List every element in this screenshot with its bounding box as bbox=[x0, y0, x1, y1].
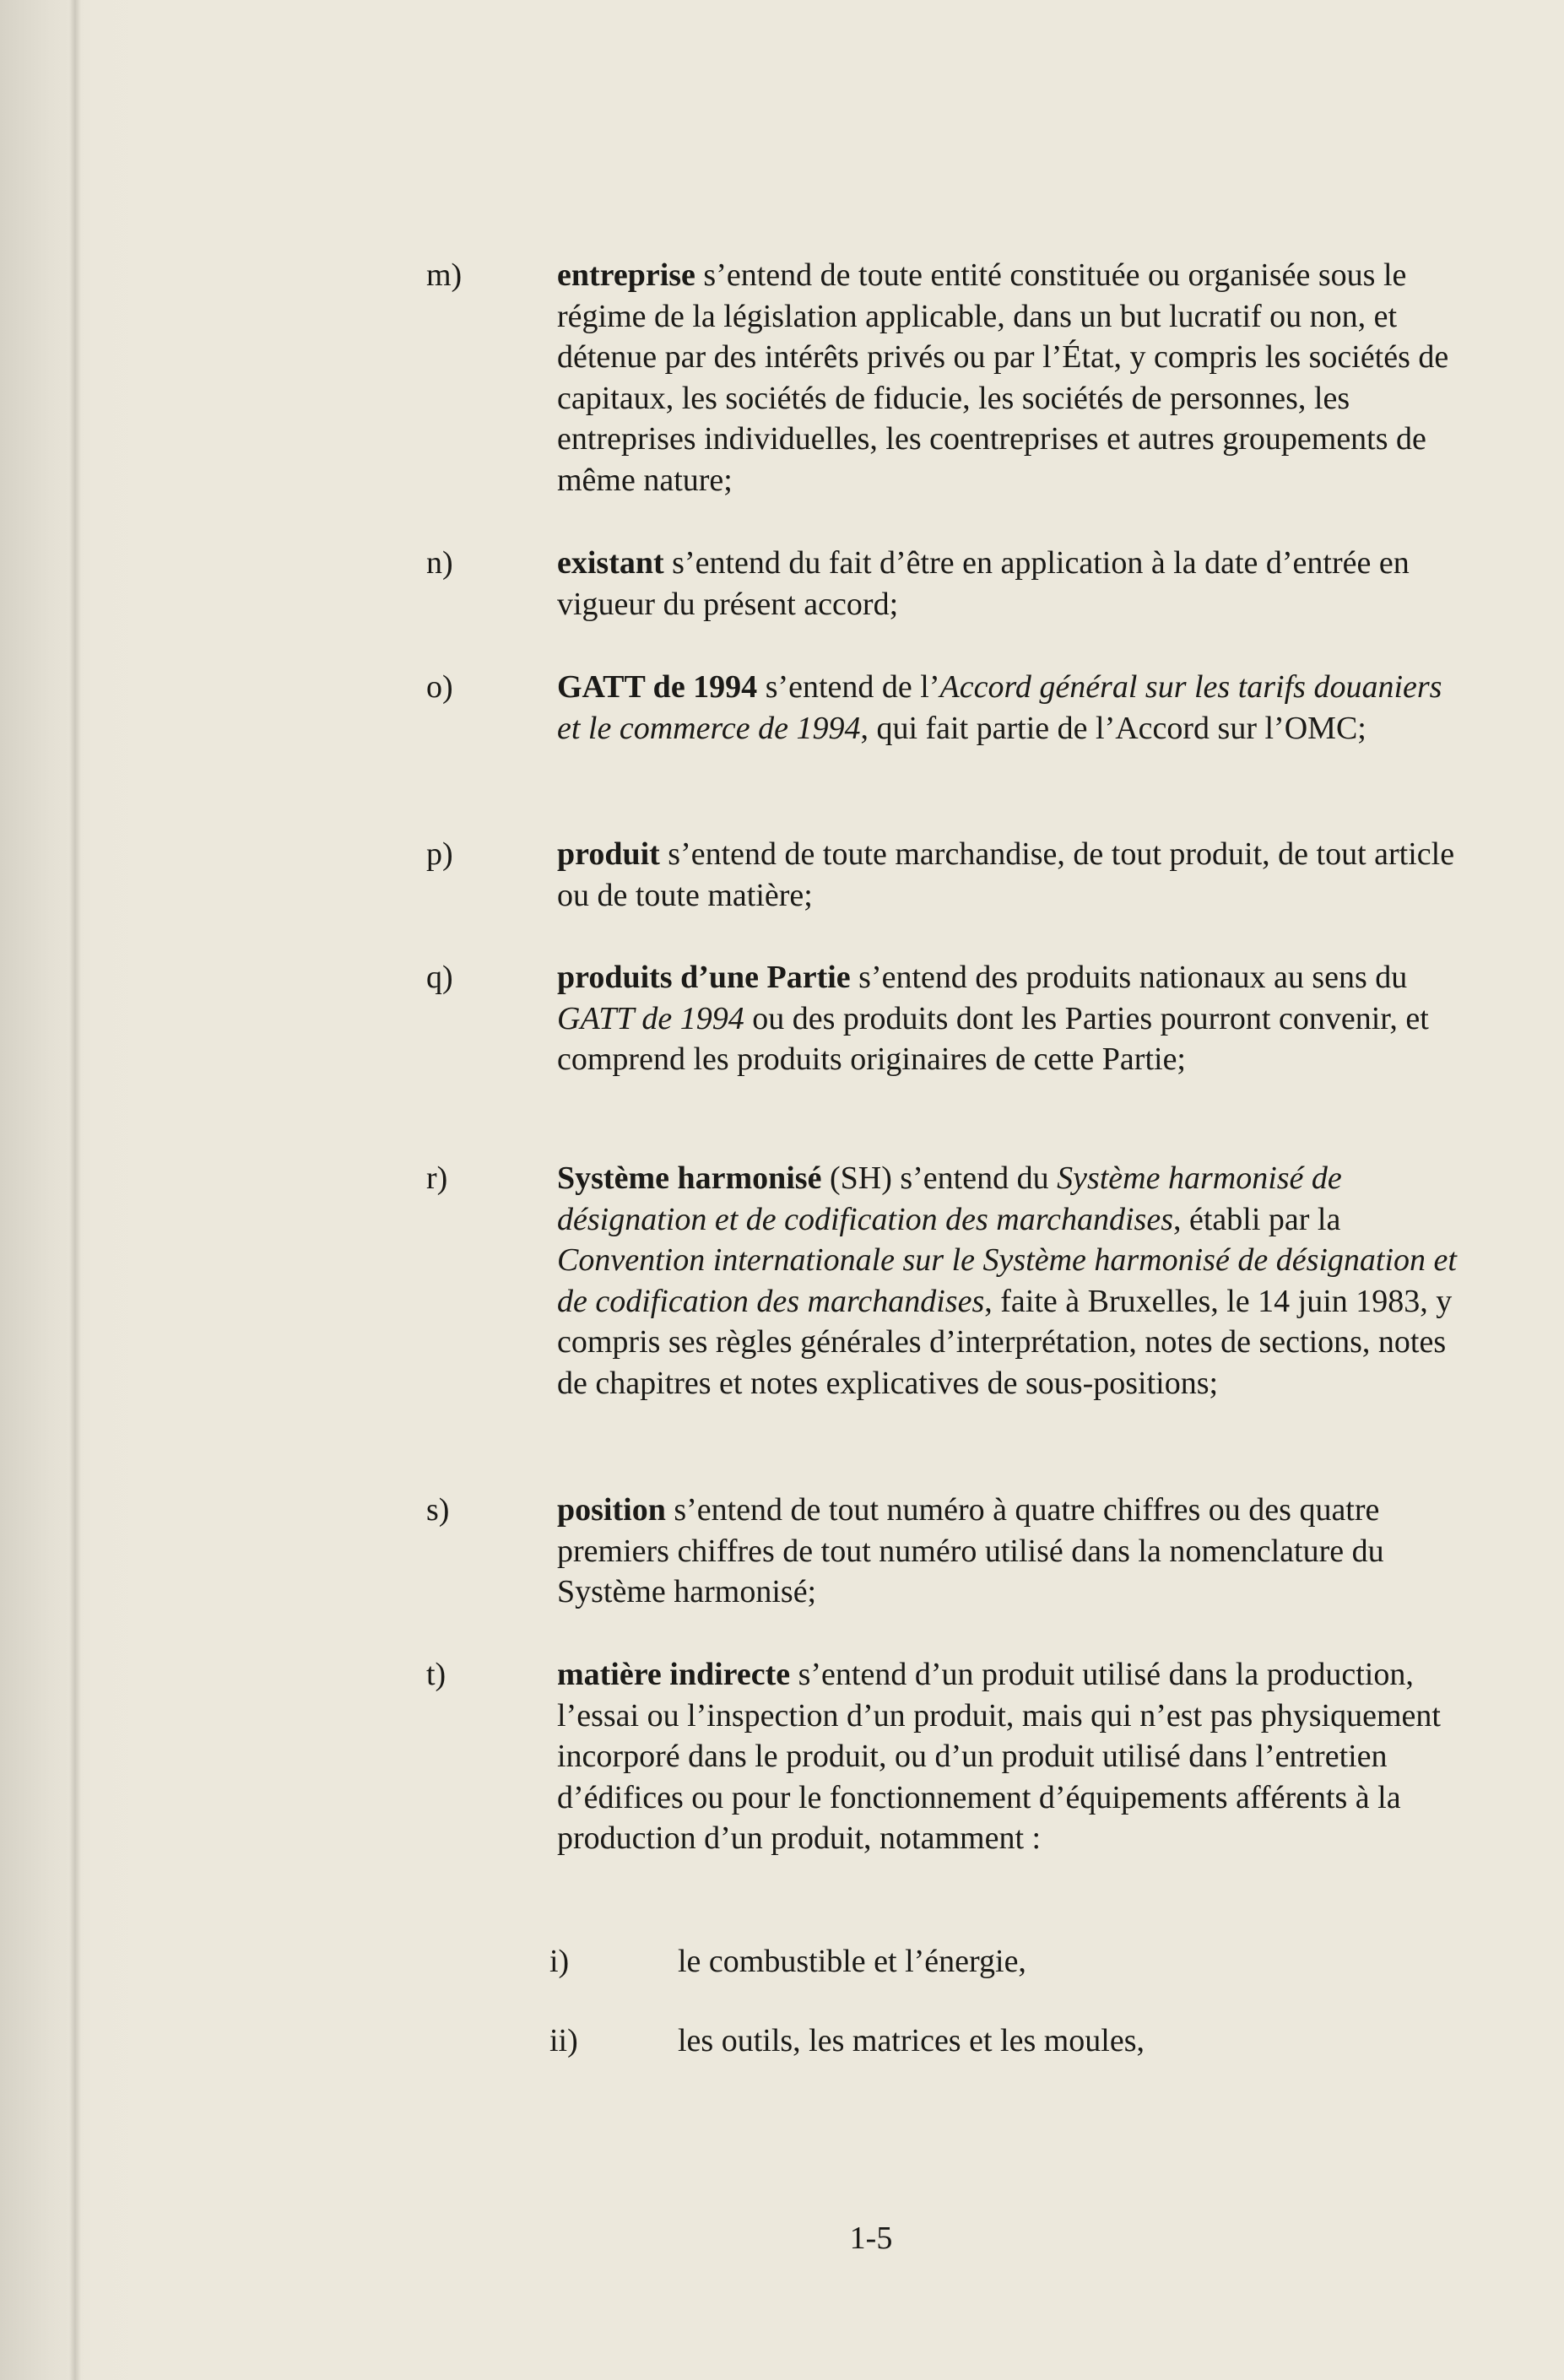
definition-term: position bbox=[557, 1492, 666, 1528]
definition-label: n) bbox=[426, 545, 453, 581]
definition-label: s) bbox=[426, 1492, 450, 1528]
definition-description: (SH) s’entend du bbox=[821, 1160, 1058, 1196]
definition-text bbox=[557, 834, 1464, 916]
definition-text bbox=[557, 1158, 1464, 1404]
definition-term: existant bbox=[557, 545, 664, 581]
definition-term: produits d’une Partie bbox=[557, 960, 851, 995]
definition-text bbox=[557, 1490, 1464, 1613]
definition-term: entreprise bbox=[557, 257, 695, 293]
sub-item-text: les outils, les matrices et les moules, bbox=[678, 2023, 1145, 2058]
definition-text bbox=[557, 1654, 1464, 1859]
definition-term: matière indirecte bbox=[557, 1657, 791, 1692]
binding-shadow bbox=[69, 0, 81, 2380]
definition-label: t) bbox=[426, 1657, 446, 1692]
definition-description: s’entend de toute marchandise, de tout produit, de tout article ou de toute matière; bbox=[557, 836, 1455, 913]
definition-text bbox=[557, 957, 1464, 1080]
sub-item-label: ii) bbox=[549, 2023, 578, 2058]
definition-text bbox=[557, 255, 1464, 500]
sub-item-label: i) bbox=[549, 1944, 570, 1979]
definition-description: , faite à Bruxelles, le 14 juin 1983, y compris ses règles générales d’interprétation, notes de sections, notes de chapitres et notes explicatives de sous-positions; bbox=[557, 1283, 1453, 1401]
definition-description: s’entend des produits nationaux au sens du bbox=[850, 960, 1408, 995]
system-title: Système harmonisé de désignation et de codification des marchandises bbox=[557, 1160, 1342, 1237]
definition-description: , établi par la bbox=[1172, 1201, 1341, 1237]
convention-title: Convention internationale sur le Système harmonisé de désignation et de codification des marchandises bbox=[557, 1242, 1457, 1319]
page-number: 1-5 bbox=[849, 2220, 893, 2256]
definition-label: o) bbox=[426, 669, 453, 705]
definition-description: s’entend du fait d’être en application à la date d’entrée en vigueur du présent accord; bbox=[557, 545, 1410, 622]
definition-term: produit bbox=[557, 836, 660, 872]
definition-label: r) bbox=[426, 1160, 448, 1196]
definition-term: Système harmonisé bbox=[557, 1160, 822, 1196]
agreement-title: Accord général sur les tarifs douaniers et le commerce de 1994 bbox=[557, 669, 1442, 746]
definition-description: s’entend de l’ bbox=[757, 669, 940, 705]
definition-text bbox=[557, 667, 1464, 749]
definition-description: , qui fait partie de l’Accord sur l’OMC; bbox=[860, 710, 1366, 746]
definition-label: m) bbox=[426, 257, 463, 293]
definition-description: ou des produits dont les Parties pourront convenir, et comprend les produits originaires de cette Partie; bbox=[557, 1000, 1429, 1077]
definition-text bbox=[557, 543, 1464, 625]
definition-description: s’entend de toute entité constituée ou organisée sous le régime de la législation applicable, dans un but lucratif ou non, et détenue par des intérêts privés ou par l’État, y compris les sociétés de capitaux, les sociétés de fiducie, les sociétés de personnes, les entreprises individuelles, les coentreprises et autres groupements de même nature; bbox=[557, 257, 1449, 498]
sub-item-text: le combustible et l’énergie, bbox=[678, 1944, 1026, 1979]
definition-term: GATT de 1994 bbox=[557, 669, 758, 705]
agreement-title: GATT de 1994 bbox=[557, 1000, 744, 1036]
definition-label: q) bbox=[426, 960, 453, 995]
definition-description: s’entend d’un produit utilisé dans la production, l’essai ou l’inspection d’un produit, mais qui n’est pas physiquement incorporé dans le produit, ou d’un produit utilisé dans l’entretien d’édifices ou pour le fonctionnement d’équipements afférents à la production d’un produit, notamment : bbox=[557, 1657, 1441, 1856]
definition-label: p) bbox=[426, 836, 453, 872]
definition-description: s’entend de tout numéro à quatre chiffres ou des quatre premiers chiffres de tout numéro utilisé dans la nomenclature du Système harmonisé; bbox=[557, 1492, 1384, 1609]
